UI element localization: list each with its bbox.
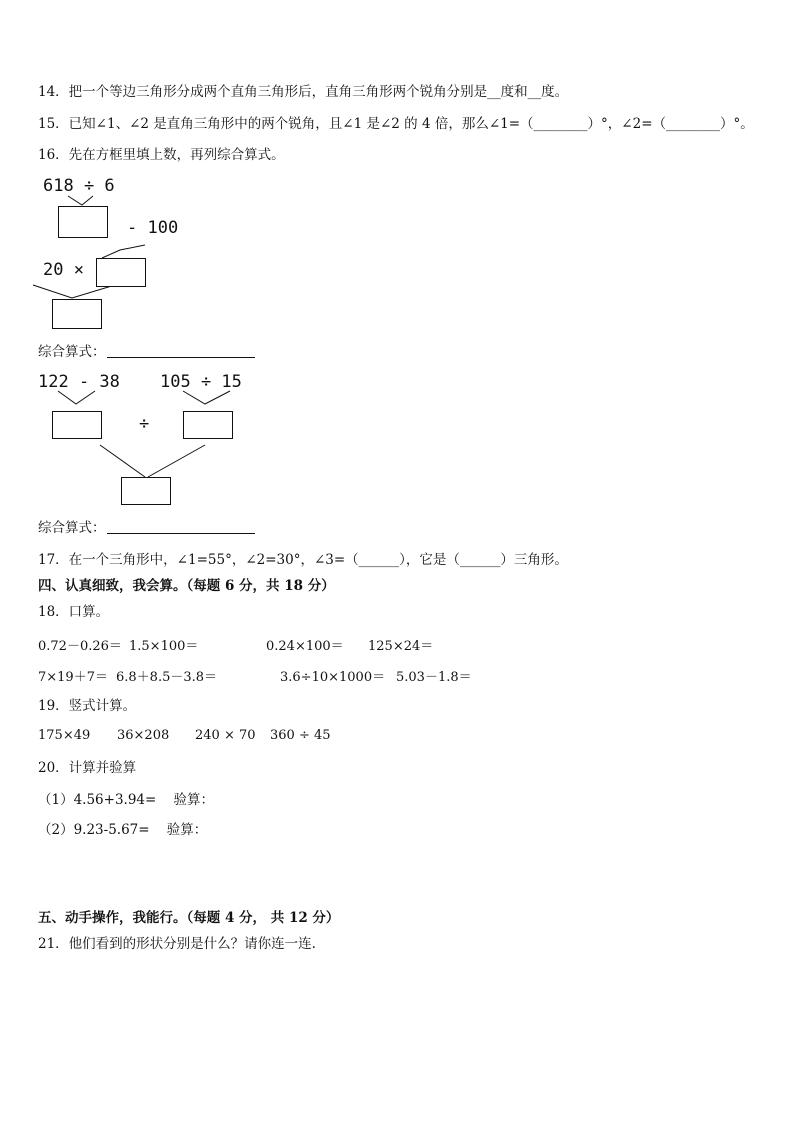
vertical-calc-item: 36×208: [117, 728, 170, 743]
section-4-heading: 四、认真细致，我会算。（每题 6 分，共 18 分）: [38, 578, 335, 594]
oral-calc-item: 5.03－1.8＝: [396, 670, 472, 685]
tree2-right-expression: 105 ÷ 15: [160, 372, 242, 392]
oral-calc-item: 0.72－0.26＝: [38, 639, 122, 654]
tree2-divide-operator: ÷: [139, 414, 150, 434]
oral-calc-item: 0.24×100＝: [266, 639, 344, 654]
question-20-part-1: （1）4.56+3.94= 验算：: [38, 792, 214, 808]
section-5-heading: 五、动手操作，我能行。（每题 4 分， 共 12 分）: [38, 910, 340, 926]
tree1-answer-box-1[interactable]: [58, 206, 108, 238]
oral-calc-item: 3.6÷10×1000＝: [280, 670, 386, 685]
tree1-answer-box-3[interactable]: [52, 299, 102, 329]
combined-expression-label-2: 综合算式：: [38, 520, 106, 536]
question-15: 15．已知∠1、∠2 是直角三角形中的两个锐角，且∠1 是∠2 的 4 倍，那么∠1=（________）°，∠2=（________）°。: [38, 116, 754, 132]
tree2-left-expression: 122 - 38: [38, 372, 120, 392]
question-18: 18．口算。: [38, 604, 110, 620]
tree2-answer-box-bottom[interactable]: [121, 477, 171, 505]
tree1-top-expression: 618 ÷ 6: [43, 176, 115, 196]
question-17: 17．在一个三角形中，∠1=55°，∠2=30°，∠3=（______），它是（______）三角形。: [38, 552, 568, 568]
question-14: 14．把一个等边三角形分成两个直角三角形后，直角三角形两个锐角分别是__度和__度。: [38, 84, 569, 100]
tree1-multiply-operand: 20 ×: [43, 260, 84, 280]
combined-expression-blank-2[interactable]: [107, 533, 255, 534]
question-21: 21．他们看到的形状分别是什么？请你连一连.: [38, 936, 316, 952]
tree2-answer-box-right[interactable]: [183, 411, 233, 439]
question-20: 20．计算并验算: [38, 760, 137, 776]
question-20-part-2: （2）9.23-5.67= 验算：: [38, 822, 208, 838]
question-19: 19．竖式计算。: [38, 698, 137, 714]
vertical-calc-item: 360 ÷ 45: [270, 728, 331, 743]
oral-calc-item: 125×24＝: [368, 639, 434, 654]
vertical-calc-item: 240 × 70: [195, 728, 256, 743]
combined-expression-label-1: 综合算式：: [38, 344, 106, 360]
oral-calc-item: 6.8＋8.5－3.8＝: [116, 670, 218, 685]
tree1-minus-operand: - 100: [127, 218, 179, 238]
oral-calc-item: 7×19＋7＝: [38, 670, 108, 685]
tree2-answer-box-left[interactable]: [52, 411, 102, 439]
question-16: 16．先在方框里填上数，再列综合算式。: [38, 147, 285, 163]
oral-calc-item: 1.5×100＝: [129, 639, 199, 654]
vertical-calc-item: 175×49: [38, 728, 91, 743]
combined-expression-blank-1[interactable]: [107, 357, 255, 358]
tree1-answer-box-2[interactable]: [96, 258, 146, 287]
